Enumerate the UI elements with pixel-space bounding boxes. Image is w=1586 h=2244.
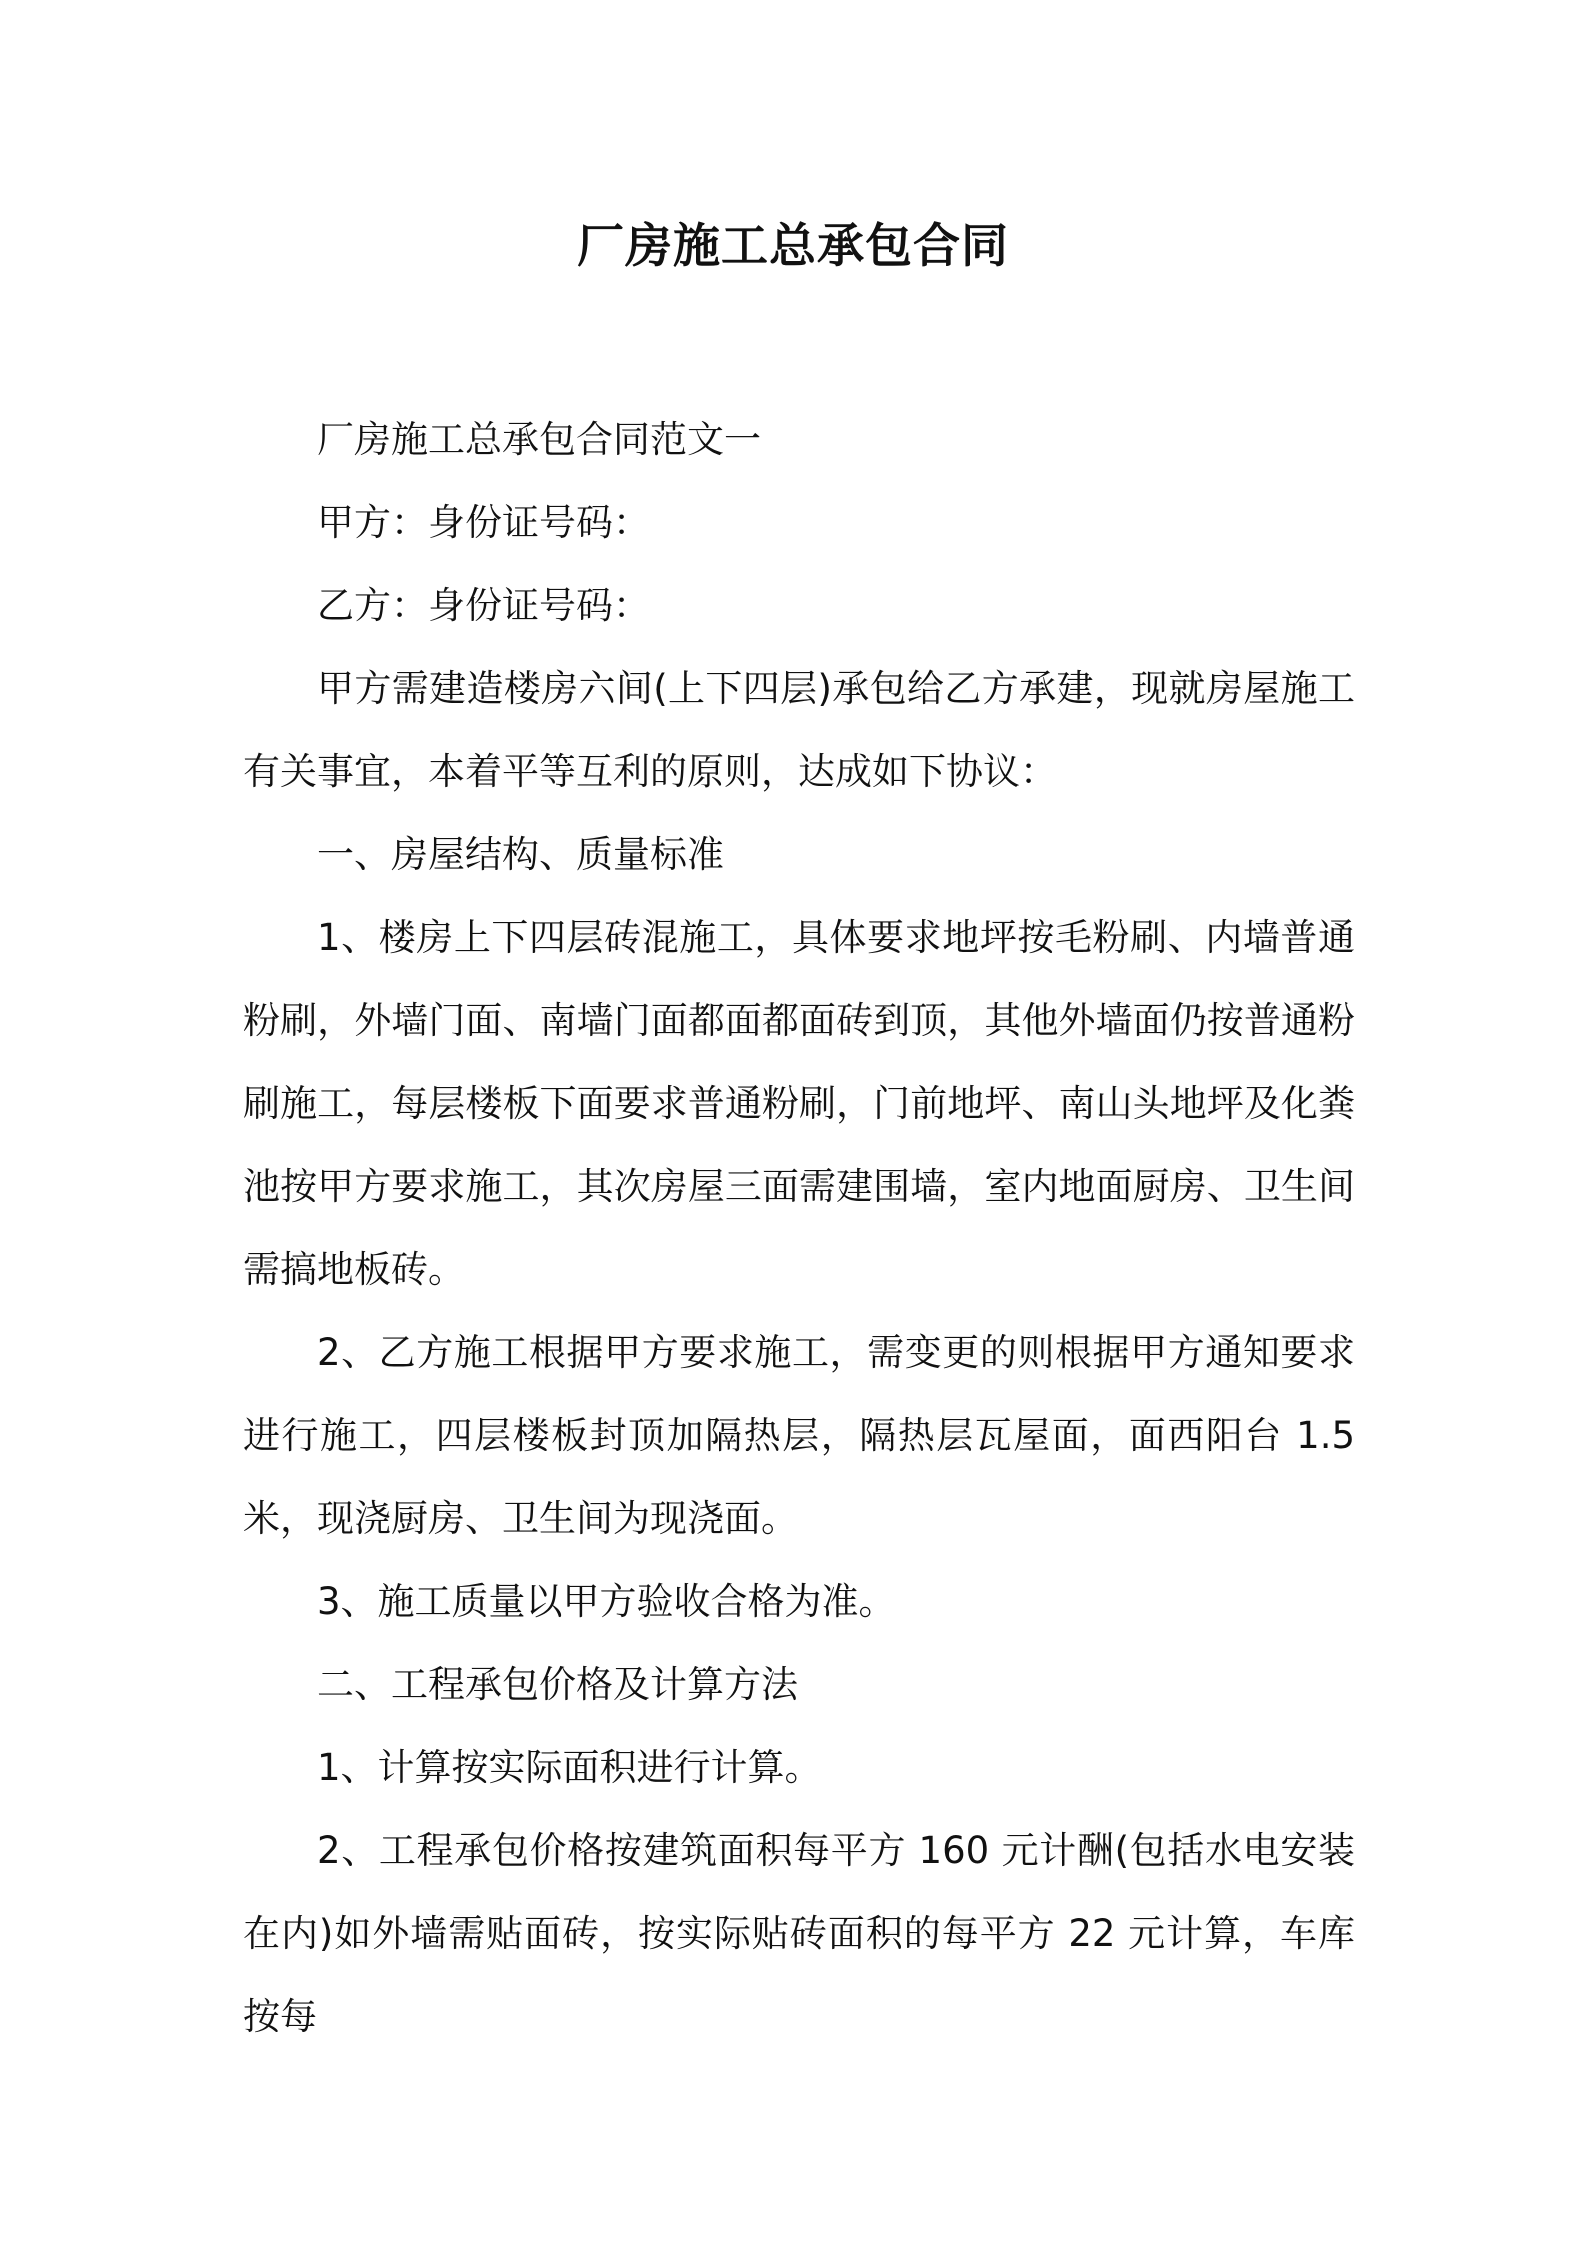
document-body <box>243 398 1355 2058</box>
intro-paragraph: 甲方需建造楼房六间(上下四层)承包给乙方承建，现就房屋施工有关事宜，本着平等互利的原则，达成如下协议： <box>243 667 1355 793</box>
clause-paragraph: 1、楼房上下四层砖混施工，具体要求地坪按毛粉刷、内墙普通粉刷，外墙门面、南墙门面都面都面砖到顶，其他外墙面仍按普通粉刷施工，每层楼板下面要求普通粉刷，门前地坪、南山头地坪及化粪池按甲方要求施工，其次房屋三面需建围墙，室内地面厨房、卫生间需搞地板砖。 <box>243 916 1355 1291</box>
party-b-line: 乙方：身份证号码： <box>317 584 650 627</box>
clause-paragraph: 3、施工质量以甲方验收合格为准。 <box>317 1580 896 1623</box>
section-heading-pricing: 二、工程承包价格及计算方法 <box>317 1663 798 1706</box>
party-a-line: 甲方：身份证号码： <box>317 501 650 544</box>
subtitle-paragraph: 厂房施工总承包合同范文一 <box>317 418 761 461</box>
document-title: 厂房施工总承包合同 <box>577 219 1009 274</box>
clause-paragraph: 2、乙方施工根据甲方要求施工，需变更的则根据甲方通知要求进行施工，四层楼板封顶加隔热层，隔热层瓦屋面，面西阳台 1.5 米，现浇厨房、卫生间为现浇面。 <box>243 1331 1355 1540</box>
clause-paragraph: 2、工程承包价格按建筑面积每平方 160 元计酬(包括水电安装在内)如外墙需贴面砖，按实际贴砖面积的每平方 22 元计算，车库按每 <box>243 1829 1355 2038</box>
clause-paragraph: 1、计算按实际面积进行计算。 <box>317 1746 822 1789</box>
section-heading-structure: 一、房屋结构、质量标准 <box>317 833 724 876</box>
